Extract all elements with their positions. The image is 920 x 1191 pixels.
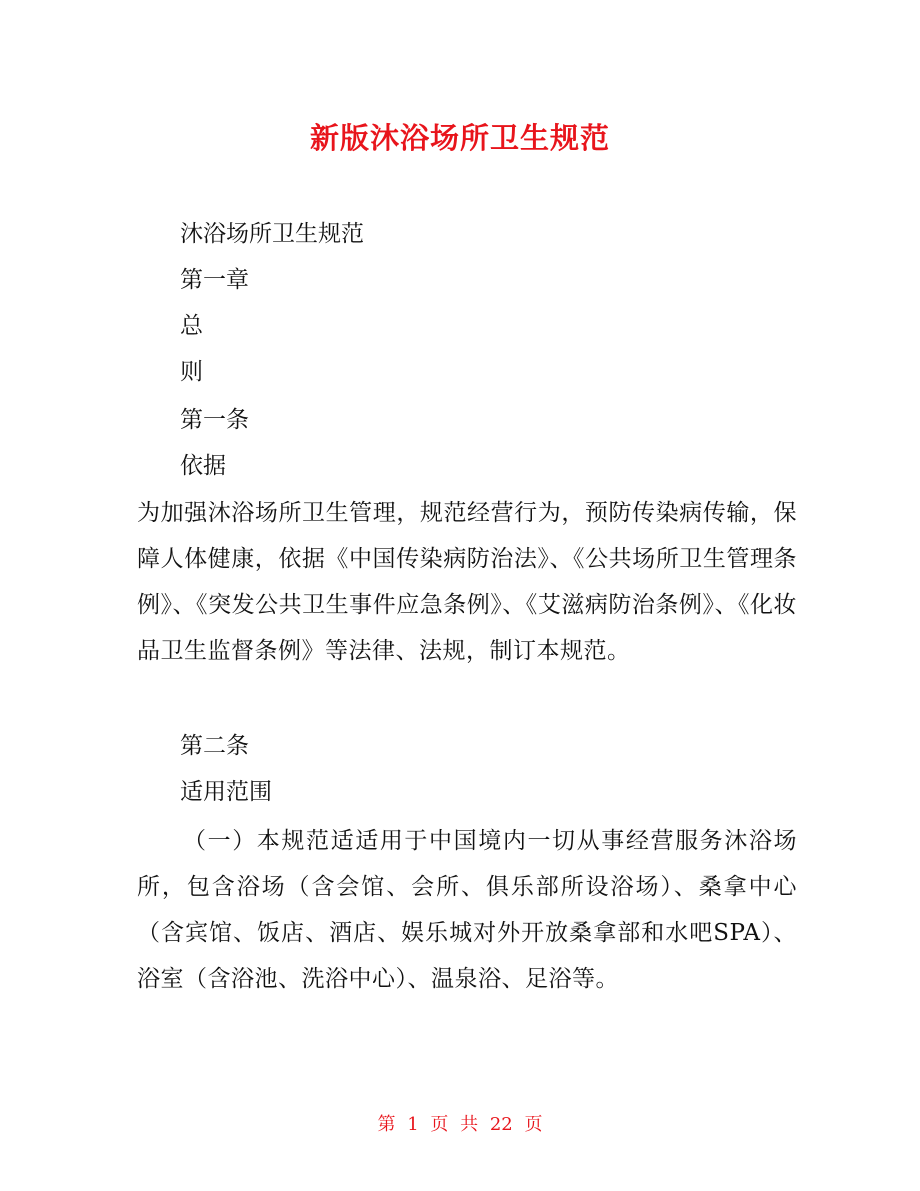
chapter-name-part1: 总 bbox=[180, 313, 203, 339]
article-1-body: 为加强沐浴场所卫生管理，规范经营行为，预防传染病传输，保障人体健康，依据《中国传染病防治法》、《公共场所卫生管理条例》、《突发公共卫生事件应急条例》、《艾滋病防治条例》、《化妆品卫生监督条例》等法律、法规，制订本规范。 bbox=[137, 500, 797, 664]
page-number-footer: 第 1 页 共 22 页 bbox=[377, 1114, 543, 1135]
article-2-label: 第二条 bbox=[180, 733, 249, 759]
article-2-heading: 适用范围 bbox=[180, 779, 272, 805]
article-1-label: 第一条 bbox=[180, 407, 249, 433]
subtitle: 沐浴场所卫生规范 bbox=[180, 221, 364, 247]
chapter-label: 第一章 bbox=[180, 267, 249, 293]
article-1-heading: 依据 bbox=[180, 453, 226, 479]
chapter-name-part2: 则 bbox=[180, 359, 203, 385]
document-title: 新版沐浴场所卫生规范 bbox=[309, 121, 610, 155]
article-2-body: （一）本规范适适用于中国境内一切从事经营服务沐浴场所，包含浴场（含会馆、会所、俱乐部所设浴场）、桑拿中心（含宾馆、饭店、酒店、娱乐城对外开放桑拿部和水吧SPA）、浴室（含浴池、洗浴中心）、温泉浴、足浴等。 bbox=[137, 828, 797, 992]
